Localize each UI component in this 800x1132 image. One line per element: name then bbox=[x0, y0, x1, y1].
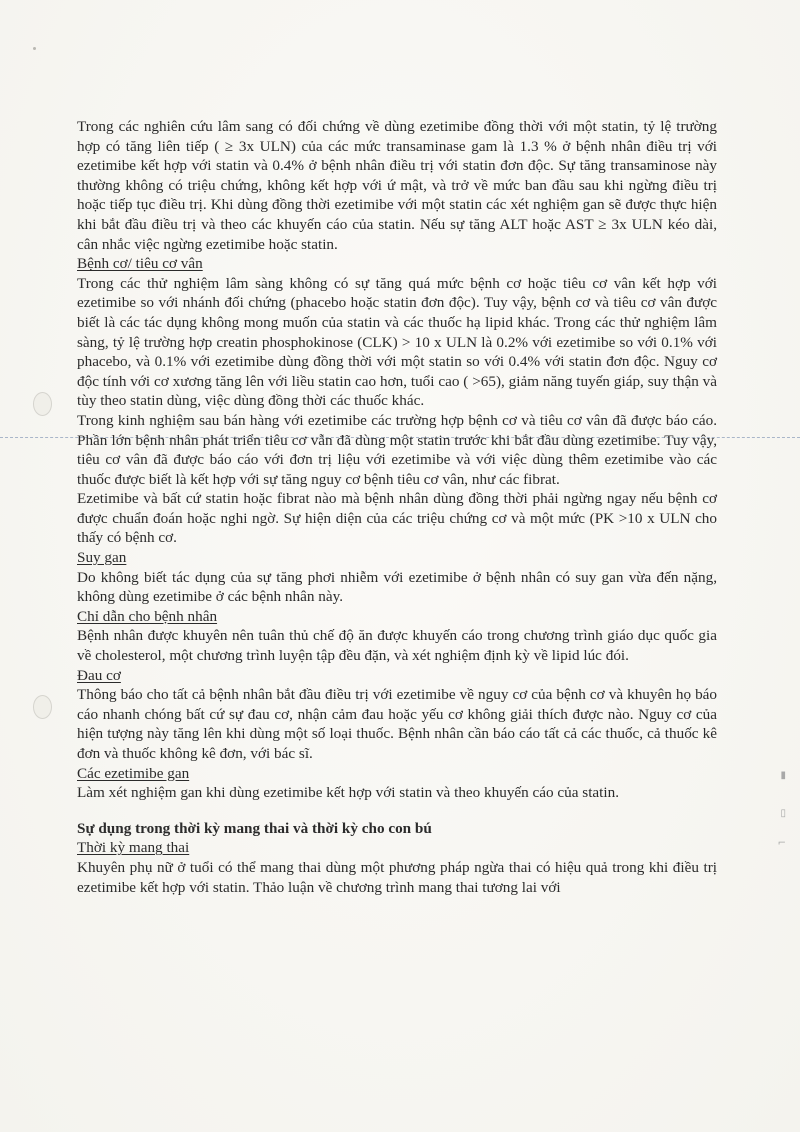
punch-hole-top bbox=[33, 392, 52, 416]
section-heading: Bệnh cơ/ tiêu cơ vân bbox=[77, 255, 203, 273]
body-paragraph: Trong các thử nghiệm lâm sàng không có sự tăng quá mức bệnh cơ hoặc tiêu cơ vân kết hợp với ezetimibe so với nhánh đối chứng (phacebo hoặc statin đơn độc). Tuy vậy, bệnh cơ và tiêu cơ vân được biết là các tác dụng không mong muốn của statin và các thuốc hạ lipid khác. Trong các thử nghiệm lâm sàng, tỷ lệ trường hợp creatin phosphokinose (CLK) > 10 x ULN là 0.2% với ezetimibe so với 0.1% với phacebo, và 0.1% với ezetimibe dùng đồng thời với một statin so với 0.4% với statin đơn độc. Nguy cơ độc tính với cơ xương tăng lên với liều statin cao hơn, tuổi cao ( >65), giảm năng tuyến giáp, suy thận và tùy theo statin dùng, việc dùng đồng thời các thuốc khác. bbox=[77, 274, 717, 410]
section-heading: Chỉ dẫn cho bệnh nhân bbox=[77, 607, 218, 625]
body-paragraph: Do không biết tác dụng của sự tăng phơi nhiễm với ezetimibe ở bệnh nhân có suy gan vừa đến nặng, không dùng ezetimibe ở các bệnh nhân này. bbox=[77, 568, 717, 606]
section-heading: Suy gan bbox=[77, 549, 127, 567]
body-paragraph: Trong các nghiên cứu lâm sang có đối chứng về dùng ezetimibe đồng thời với một statin, tỷ lệ trường hợp có tăng liên tiếp ( ≥ 3x ULN) của các mức transaminase gam là 1.3 % ở bệnh nhân điều trị với ezetimibe kết hợp với statin và 0.4% ở bệnh nhân điều trị với statin đơn độc. Sự tăng transaminose này thường không có triệu chứng, không kết hợp với ứ mật, và trở về mức ban đầu sau khi ngừng điều trị hoặc tiếp tục điều trị. Khi dùng đồng thời ezetimibe với một statin các xét nghiệm gan sẽ được thực hiện khi bắt đầu điều trị và theo các khuyến cáo của statin. Nếu sự tăng ALT hoặc AST ≥ 3x ULN kéo dài, cân nhắc việc ngừng ezetimibe hoặc statin. bbox=[77, 118, 717, 253]
section-heading: Các ezetimibe gan bbox=[77, 764, 190, 782]
document-body bbox=[77, 117, 717, 897]
body-paragraph: Thông báo cho tất cả bệnh nhân bắt đầu điều trị với ezetimibe về nguy cơ của bệnh cơ và khuyên họ báo cáo nhanh chóng bất cứ sự đau cơ, nhận cảm đau hoặc yếu cơ không giải thích được nào. Nguy cơ của hiện tượng này tăng lên khi dùng một số loại thuốc. Bệnh nhân cần báo cáo tất cả các thuốc, cả thuốc kê đơn và thuốc không kê đơn, với bác sĩ. bbox=[77, 686, 717, 762]
body-paragraph: Khuyên phụ nữ ở tuổi có thể mang thai dùng một phương pháp ngừa thai có hiệu quả trong khi điều trị ezetimibe kết hợp với statin. Thảo luận về chương trình mang thai tương lai với bbox=[77, 858, 717, 896]
punch-hole-bottom bbox=[33, 695, 52, 719]
body-paragraph: Ezetimibe và bất cứ statin hoặc fibrat nào mà bệnh nhân dùng đồng thời phải ngừng ngay nếu bệnh cơ được chuẩn đoán hoặc nghi ngờ. Sự hiện diện của các triệu chứng cơ và một mức (PK >10 x ULN cho thấy có bệnh cơ. bbox=[77, 490, 717, 547]
margin-mark: ▯ bbox=[780, 808, 786, 819]
bold-section-heading: Sự dụng trong thời kỳ mang thai và thời kỳ cho con bú bbox=[77, 819, 432, 837]
body-paragraph: Làm xét nghiệm gan khi dùng ezetimibe kết hợp với statin và theo khuyến cáo của statin. bbox=[77, 784, 619, 802]
section-heading: Đau cơ bbox=[77, 666, 121, 684]
section-heading: Thời kỳ mang thai bbox=[77, 839, 190, 857]
scan-speck bbox=[33, 47, 36, 50]
margin-mark: ▮ bbox=[780, 770, 786, 781]
margin-mark: ⌐ bbox=[777, 838, 786, 849]
body-paragraph: Bệnh nhân được khuyên nên tuân thủ chế độ ăn được khuyến cáo trong chương trình giáo dục quốc gia về cholesterol, một chương trình luyện tập đều đặn, và xét nghiệm định kỳ về lipid lúc đói. bbox=[77, 627, 717, 665]
body-paragraph: Trong kinh nghiệm sau bán hàng với ezetimibe các trường hợp bệnh cơ và tiêu cơ vân đã được báo cáo. Phần lớn bệnh nhân phát triển tiêu cơ vẫn đã dùng một statin trước khi bắt đầu dùng ezetimibe. Tuy vậy, tiêu cơ vân đã được báo cáo với đơn trị liệu với ezetimibe và với việc dùng thêm ezetimibe vào các thuốc được biết là kết hợp với sự tăng nguy cơ bệnh tiêu cơ vân, như các fibrat. bbox=[77, 411, 717, 488]
